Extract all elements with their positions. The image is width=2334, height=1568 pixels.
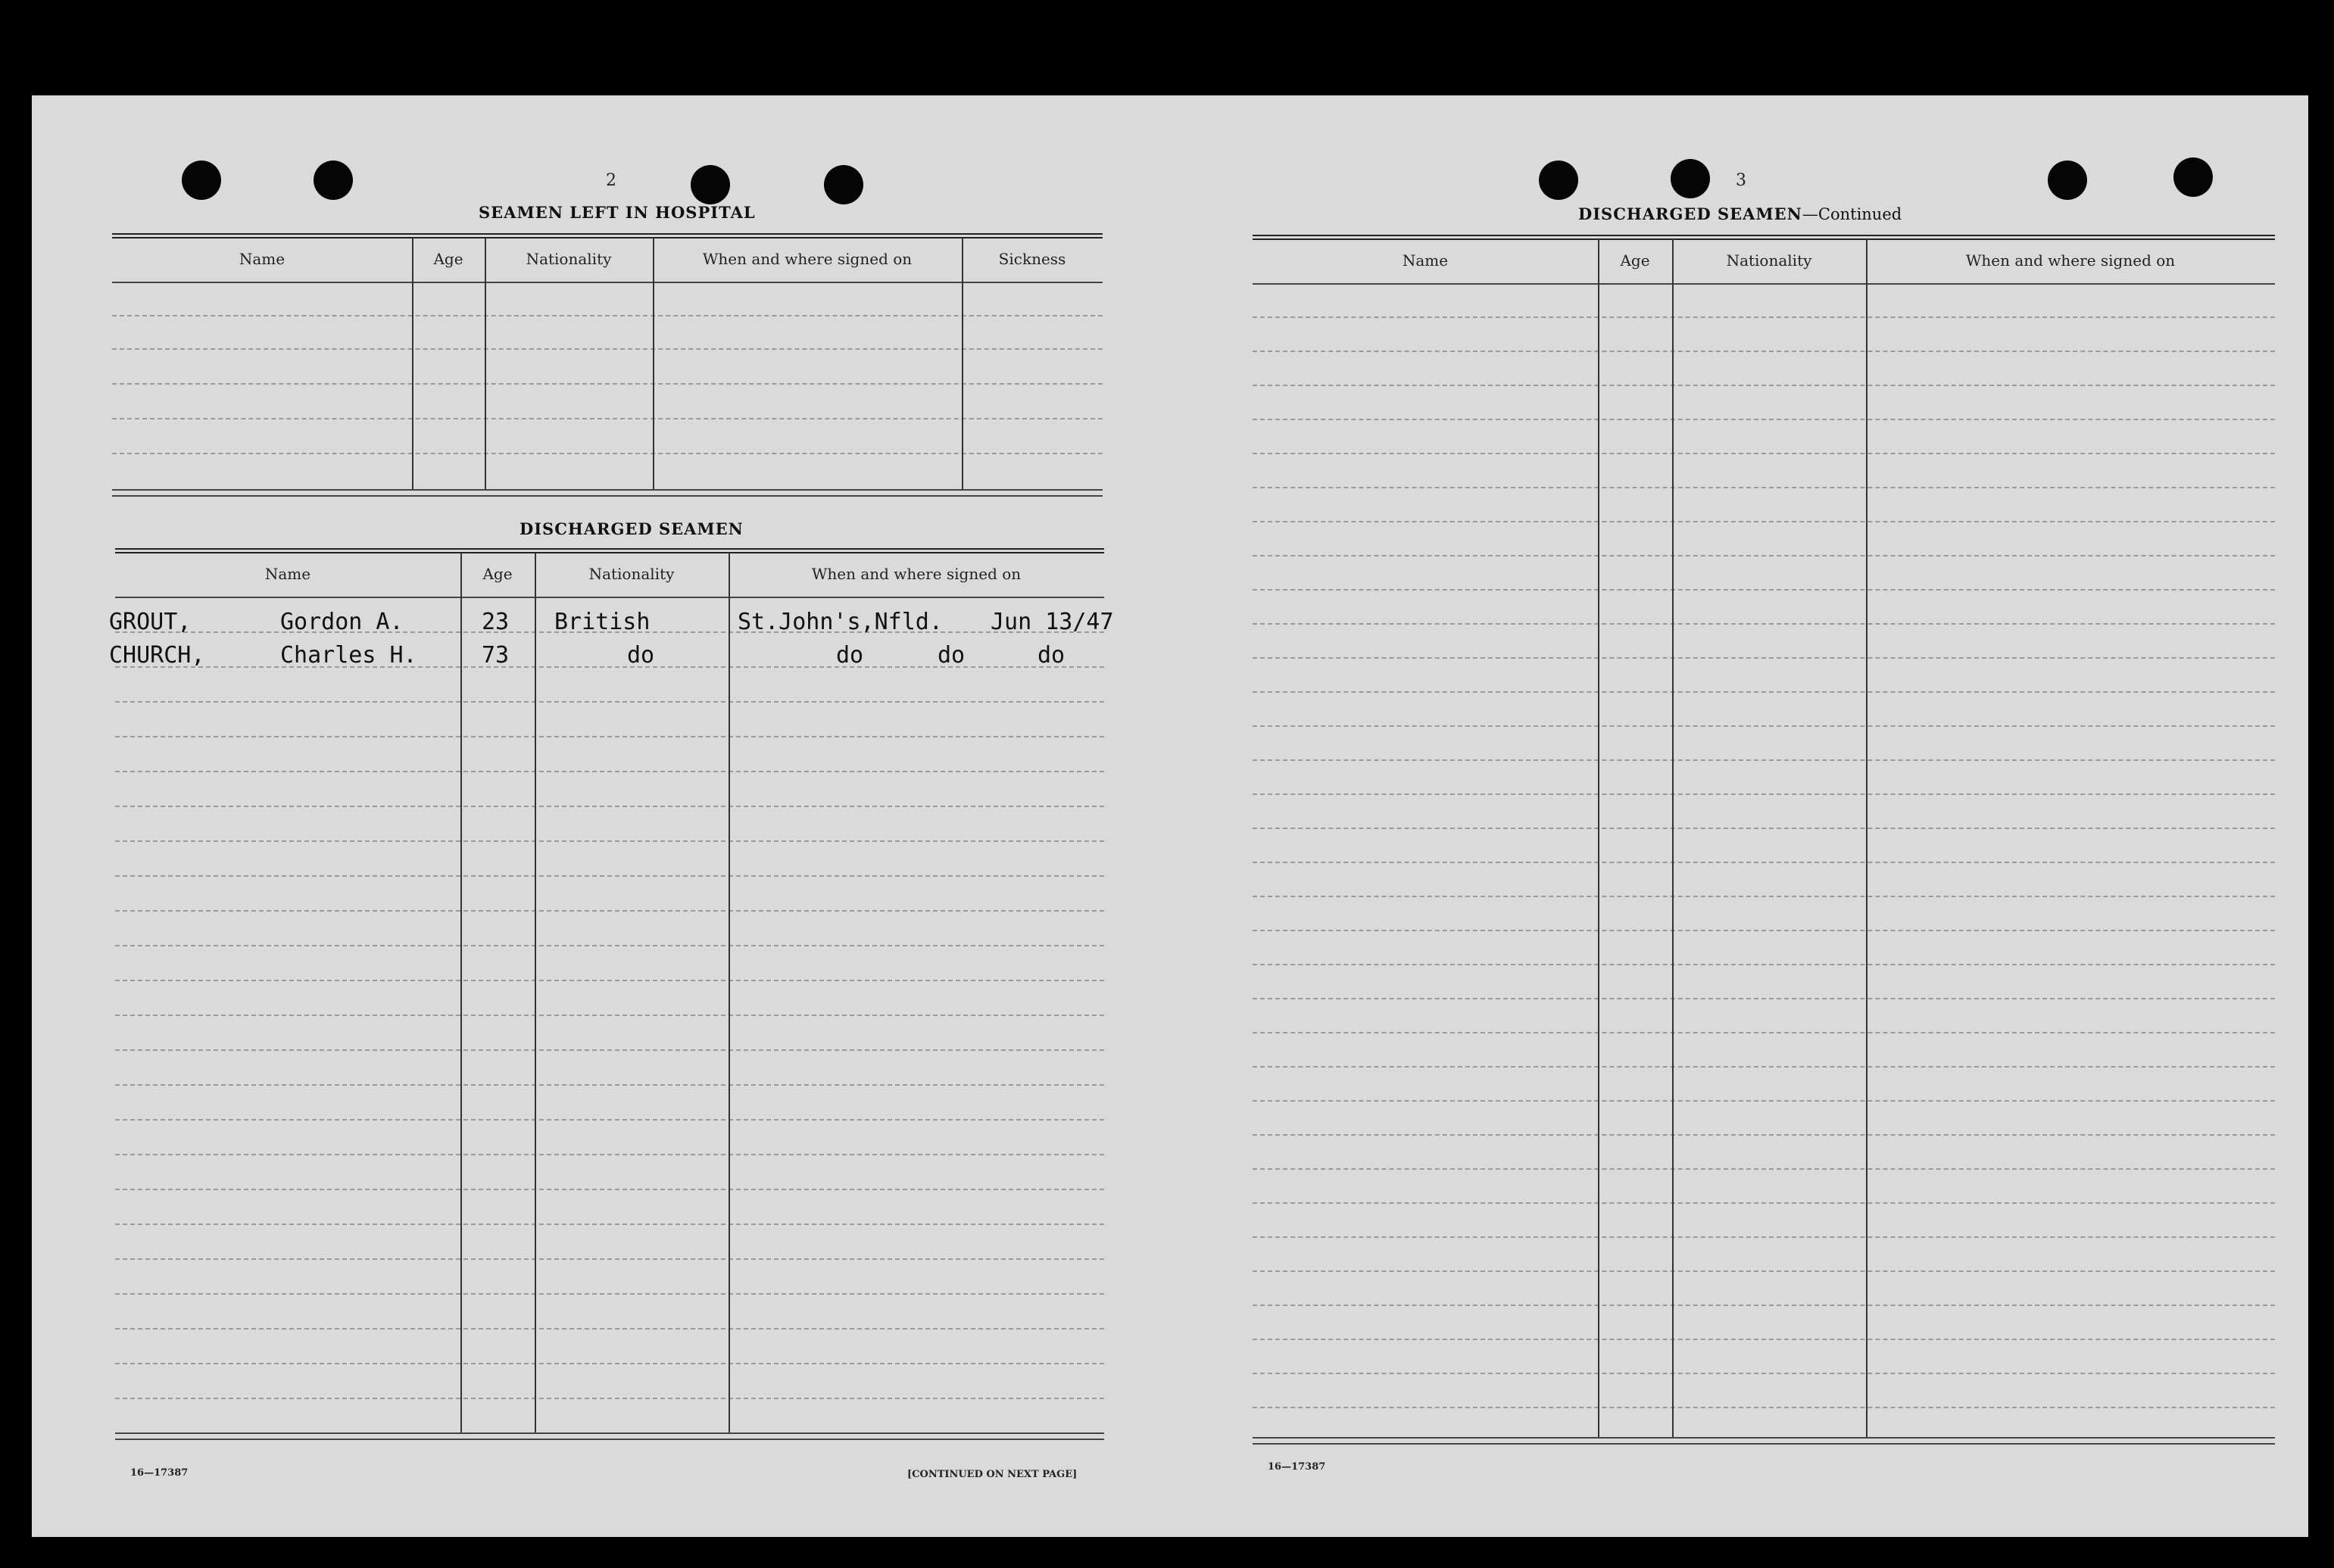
seaman-age: 73 (482, 642, 510, 669)
seaman-surname: GROUT, (109, 609, 192, 635)
form-number-right: 16—17387 (1268, 1461, 1326, 1473)
column-header-age: Age (1620, 251, 1650, 270)
signed-on-place: St.John's,Nfld. (738, 609, 943, 635)
page-number-left: 2 (606, 171, 616, 190)
column-header-age: Age (433, 250, 463, 268)
signed-on-place: do (836, 642, 864, 669)
document-sheet (32, 95, 2308, 1537)
seaman-surname: CHURCH, (109, 642, 205, 669)
continued-note: [CONTINUED ON NEXT PAGE] (907, 1469, 1078, 1480)
seaman-given-name: Gordon A. (280, 609, 404, 635)
column-header-signed-on: When and where signed on (811, 565, 1022, 583)
column-header-nationality: Nationality (1726, 251, 1812, 270)
punch-hole (824, 165, 863, 204)
seaman-nationality: do (627, 642, 655, 669)
punch-hole (182, 161, 221, 200)
hospital-section-title: SEAMEN LEFT IN HOSPITAL (479, 203, 756, 222)
discharged-section-title: DISCHARGED SEAMEN (520, 519, 744, 538)
hospital-table (112, 233, 1103, 503)
signed-on-extra: do (1038, 642, 1066, 669)
signed-on-date: do (938, 642, 966, 669)
seaman-nationality: British (554, 609, 651, 635)
punch-hole (691, 165, 730, 204)
column-header-sickness: Sickness (998, 250, 1066, 268)
discharged-continued-title-text: DISCHARGED SEAMEN (1578, 204, 1802, 223)
seaman-given-name: Charles H. (280, 642, 417, 669)
signed-on-date: Jun 13/47 (991, 609, 1114, 635)
discharged-table (109, 548, 1114, 1463)
discharged-continued-table (1253, 235, 2275, 1461)
punch-hole (2048, 161, 2087, 200)
seaman-age: 23 (482, 609, 510, 635)
punch-hole (2173, 157, 2213, 197)
column-header-age: Age (482, 565, 513, 583)
continued-suffix: —Continued (1802, 205, 1902, 223)
punch-hole (1539, 161, 1578, 200)
column-header-name: Name (239, 250, 286, 268)
column-header-signed-on: When and where signed on (1965, 251, 2176, 270)
column-header-name: Name (264, 565, 311, 583)
column-header-signed-on: When and where signed on (702, 250, 913, 268)
discharged-continued-title (1578, 204, 1902, 223)
column-header-nationality: Nationality (588, 565, 675, 583)
form-number-left: 16—17387 (130, 1467, 189, 1479)
page-number-right: 3 (1736, 171, 1746, 190)
column-header-nationality: Nationality (526, 250, 612, 268)
punch-hole (314, 161, 353, 200)
column-header-name: Name (1402, 251, 1449, 270)
punch-hole (1671, 159, 1710, 198)
